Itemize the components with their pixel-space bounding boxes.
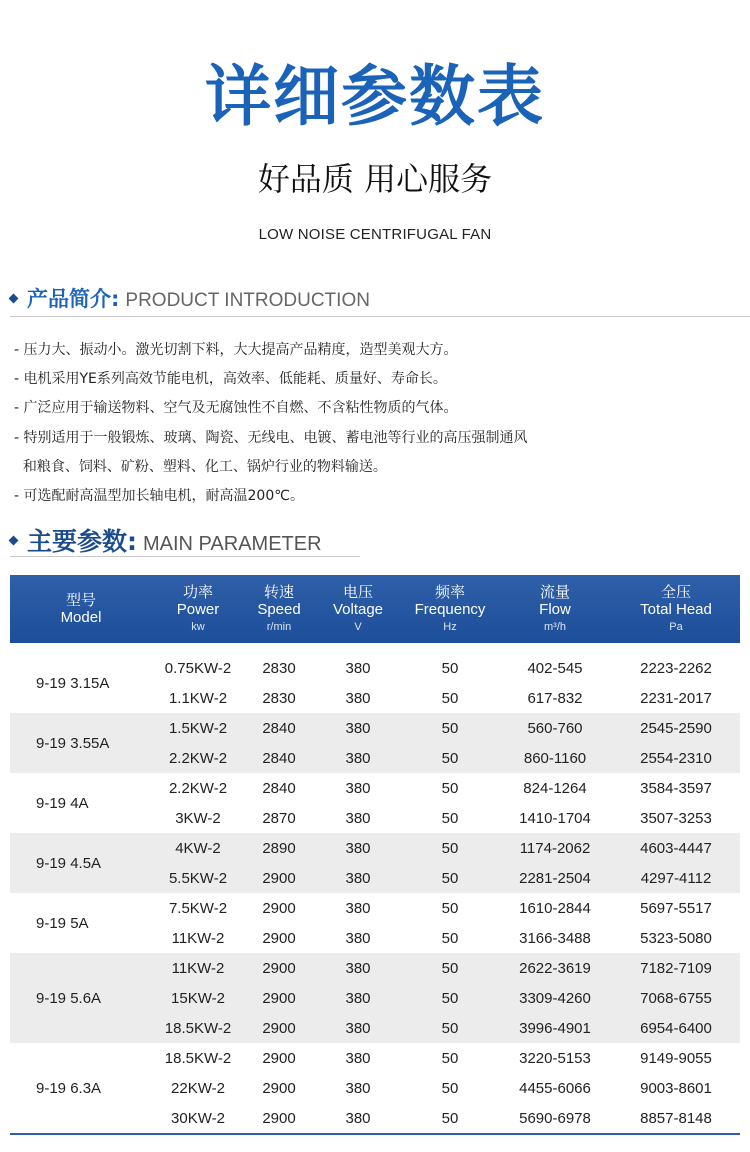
total-head-cell: 6954-6400 — [612, 1013, 740, 1043]
speed-cell: 2900 — [244, 983, 314, 1013]
intro-line: - 广泛应用于输送物料、空气及无腐蚀性不自燃、不含粘性物质的气体。 — [14, 400, 458, 417]
voltage-cell: 380 — [314, 923, 402, 953]
total-head-cell: 7182-7109 — [612, 953, 740, 983]
col-header-unit: Pa — [669, 620, 683, 633]
total-head-cell: 8857-8148 — [612, 1103, 740, 1133]
params-heading — [10, 522, 322, 558]
total-head-cell: 2554-2310 — [612, 743, 740, 773]
model-cell: 9-19 5.6A — [10, 953, 152, 1043]
speed-cell: 2900 — [244, 1013, 314, 1043]
flow-cell: 3166-3488 — [498, 923, 612, 953]
flow-cell: 3309-4260 — [498, 983, 612, 1013]
voltage-cell: 380 — [314, 1013, 402, 1043]
table-row — [10, 893, 740, 923]
voltage-cell: 380 — [314, 773, 402, 803]
col-header-voltage — [314, 575, 402, 643]
col-header-cn: 型号 — [65, 591, 96, 609]
model-cell: 9-19 3.55A — [10, 713, 152, 773]
power-cell: 22KW-2 — [152, 1073, 244, 1103]
col-header-cn: 全压 — [660, 582, 691, 601]
speed-cell: 2840 — [244, 743, 314, 773]
col-header-en: Frequency — [414, 600, 486, 618]
col-header-unit: Hz — [443, 620, 457, 633]
col-header-model — [10, 575, 152, 643]
flow-cell: 5690-6978 — [498, 1103, 612, 1133]
power-cell: 18.5KW-2 — [152, 1013, 244, 1043]
voltage-cell: 380 — [314, 893, 402, 923]
speed-cell: 2900 — [244, 923, 314, 953]
total-head-cell: 4603-4447 — [612, 833, 740, 863]
frequency-cell: 50 — [402, 1013, 498, 1043]
voltage-cell: 380 — [314, 1043, 402, 1073]
power-cell: 11KW-2 — [152, 923, 244, 953]
col-header-power — [152, 575, 244, 643]
power-cell: 4KW-2 — [152, 833, 244, 863]
table-row — [10, 713, 740, 743]
diamond-bullet-icon — [9, 535, 19, 545]
col-header-flow — [498, 575, 612, 643]
intro-line: - 电机采用YE系列高效节能电机，高效率、低能耗、质量好、寿命长。 — [14, 371, 447, 388]
total-head-cell: 2545-2590 — [612, 713, 740, 743]
col-header-unit: m³/h — [544, 620, 566, 633]
power-cell: 15KW-2 — [152, 983, 244, 1013]
parameter-table — [10, 575, 740, 1133]
col-header-unit: r/min — [266, 620, 292, 633]
table-spacer-row — [10, 643, 740, 653]
speed-cell: 2900 — [244, 1103, 314, 1133]
model-cell: 9-19 6.3A — [10, 1043, 152, 1133]
params-heading-en: MAIN PARAMETER — [143, 533, 322, 555]
col-header-frequency — [402, 575, 498, 643]
power-cell: 1.5KW-2 — [152, 713, 244, 743]
table-row — [10, 833, 740, 863]
flow-cell: 1174-2062 — [498, 833, 612, 863]
total-head-cell: 3584-3597 — [612, 773, 740, 803]
flow-cell: 402-545 — [498, 653, 612, 683]
voltage-cell: 380 — [314, 983, 402, 1013]
frequency-cell: 50 — [402, 953, 498, 983]
total-head-cell: 5323-5080 — [612, 923, 740, 953]
speed-cell: 2900 — [244, 1043, 314, 1073]
table-header-row — [10, 575, 740, 643]
flow-cell: 617-832 — [498, 683, 612, 713]
intro-divider — [10, 316, 750, 317]
frequency-cell: 50 — [402, 893, 498, 923]
voltage-cell: 380 — [314, 1073, 402, 1103]
power-cell: 11KW-2 — [152, 953, 244, 983]
flow-cell: 1610-2844 — [498, 893, 612, 923]
total-head-cell: 5697-5517 — [612, 893, 740, 923]
col-header-speed — [244, 575, 314, 643]
power-cell: 7.5KW-2 — [152, 893, 244, 923]
col-header-en: Model — [60, 609, 102, 626]
power-cell: 1.1KW-2 — [152, 683, 244, 713]
col-header-cn: 功率 — [182, 582, 213, 601]
frequency-cell: 50 — [402, 1103, 498, 1133]
total-head-cell: 3507-3253 — [612, 803, 740, 833]
voltage-cell: 380 — [314, 713, 402, 743]
flow-cell: 860-1160 — [498, 743, 612, 773]
power-cell: 0.75KW-2 — [152, 653, 244, 683]
col-header-en: Total Head — [640, 600, 712, 618]
total-head-cell: 2223-2262 — [612, 653, 740, 683]
total-head-cell: 2231-2017 — [612, 683, 740, 713]
flow-cell: 4455-6066 — [498, 1073, 612, 1103]
model-cell: 9-19 4A — [10, 773, 152, 833]
col-header-en: Voltage — [332, 600, 384, 618]
speed-cell: 2900 — [244, 863, 314, 893]
col-header-total-head — [612, 575, 740, 643]
col-header-cn: 频率 — [434, 582, 465, 601]
model-cell: 9-19 5A — [10, 893, 152, 953]
intro-heading — [10, 283, 370, 313]
col-header-cn: 流量 — [539, 582, 570, 601]
speed-cell: 2870 — [244, 803, 314, 833]
table-row — [10, 773, 740, 803]
page-title: 详细参数表 — [205, 58, 545, 135]
diamond-bullet-icon — [9, 293, 19, 303]
frequency-cell: 50 — [402, 1043, 498, 1073]
frequency-cell: 50 — [402, 743, 498, 773]
col-header-cn: 转速 — [263, 582, 294, 601]
intro-line: - 可选配耐高温型加长轴电机，耐高温200℃。 — [14, 488, 304, 505]
frequency-cell: 50 — [402, 653, 498, 683]
col-header-en: Flow — [539, 600, 571, 618]
flow-cell: 3996-4901 — [498, 1013, 612, 1043]
intro-list — [14, 336, 734, 511]
model-cell: 9-19 3.15A — [10, 653, 152, 713]
speed-cell: 2840 — [244, 773, 314, 803]
intro-line: - 特别适用于一般锻炼、玻璃、陶瓷、无线电、电镀、蓄电池等行业的高压强制通风 — [14, 429, 528, 446]
intro-heading-en: PRODUCT INTRODUCTION — [125, 290, 370, 311]
table-row — [10, 1043, 740, 1073]
frequency-cell: 50 — [402, 773, 498, 803]
speed-cell: 2900 — [244, 1073, 314, 1103]
col-header-en: Power — [176, 600, 220, 618]
flow-cell: 560-760 — [498, 713, 612, 743]
table-bottom-border — [10, 1133, 740, 1135]
flow-cell: 3220-5153 — [498, 1043, 612, 1073]
frequency-cell: 50 — [402, 863, 498, 893]
power-cell: 2.2KW-2 — [152, 743, 244, 773]
total-head-cell: 9149-9055 — [612, 1043, 740, 1073]
voltage-cell: 380 — [314, 1103, 402, 1133]
col-header-unit: kw — [191, 620, 205, 633]
flow-cell: 2622-3619 — [498, 953, 612, 983]
intro-heading-cn: 产品简介: — [27, 287, 120, 311]
flow-cell: 824-1264 — [498, 773, 612, 803]
voltage-cell: 380 — [314, 803, 402, 833]
page-subtitle: 好品质 用心服务 — [257, 160, 493, 198]
voltage-cell: 380 — [314, 683, 402, 713]
power-cell: 30KW-2 — [152, 1103, 244, 1133]
frequency-cell: 50 — [402, 683, 498, 713]
power-cell: 18.5KW-2 — [152, 1043, 244, 1073]
power-cell: 2.2KW-2 — [152, 773, 244, 803]
flow-cell: 1410-1704 — [498, 803, 612, 833]
speed-cell: 2830 — [244, 683, 314, 713]
col-header-unit: V — [354, 620, 362, 633]
frequency-cell: 50 — [402, 983, 498, 1013]
speed-cell: 2900 — [244, 893, 314, 923]
model-cell: 9-19 4.5A — [10, 833, 152, 893]
frequency-cell: 50 — [402, 923, 498, 953]
table-body — [10, 643, 740, 1133]
power-cell: 5.5KW-2 — [152, 863, 244, 893]
page-tagline: LOW NOISE CENTRIFUGAL FAN — [258, 226, 492, 243]
total-head-cell: 9003-8601 — [612, 1073, 740, 1103]
speed-cell: 2900 — [244, 953, 314, 983]
frequency-cell: 50 — [402, 803, 498, 833]
col-header-en: Speed — [257, 600, 301, 618]
frequency-cell: 50 — [402, 833, 498, 863]
intro-line: 和粮食、饲料、矿粉、塑料、化工、锅炉行业的物料输送。 — [14, 458, 387, 475]
total-head-cell: 7068-6755 — [612, 983, 740, 1013]
voltage-cell: 380 — [314, 833, 402, 863]
table-row — [10, 653, 740, 683]
voltage-cell: 380 — [314, 953, 402, 983]
total-head-cell: 4297-4112 — [612, 863, 740, 893]
frequency-cell: 50 — [402, 713, 498, 743]
params-divider — [10, 556, 360, 557]
flow-cell: 2281-2504 — [498, 863, 612, 893]
table-row — [10, 953, 740, 983]
voltage-cell: 380 — [314, 653, 402, 683]
speed-cell: 2830 — [244, 653, 314, 683]
intro-line: - 压力大、振动小。激光切割下料，大大提高产品精度，造型美观大方。 — [14, 342, 458, 358]
frequency-cell: 50 — [402, 1073, 498, 1103]
speed-cell: 2890 — [244, 833, 314, 863]
params-heading-cn: 主要参数: — [27, 527, 137, 556]
col-header-cn: 电压 — [342, 582, 373, 601]
speed-cell: 2840 — [244, 713, 314, 743]
voltage-cell: 380 — [314, 743, 402, 773]
voltage-cell: 380 — [314, 863, 402, 893]
power-cell: 3KW-2 — [152, 803, 244, 833]
